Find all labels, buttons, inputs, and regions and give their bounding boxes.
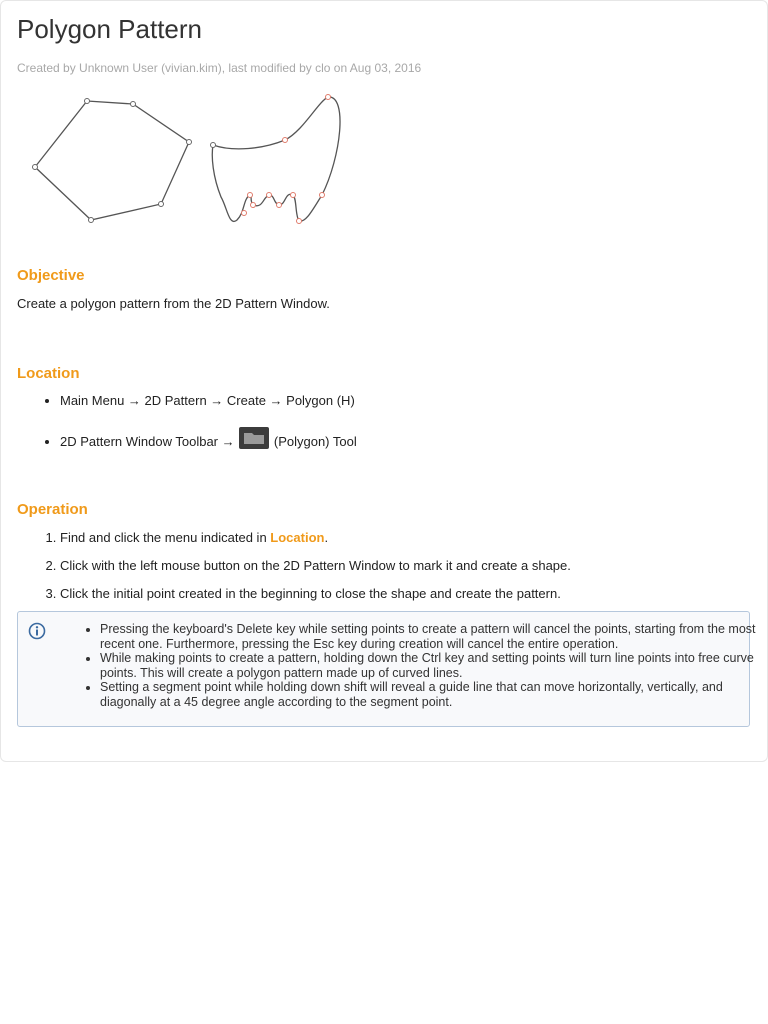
info-panel: [17, 611, 756, 727]
location-tool-label: (Polygon) Tool: [273, 434, 357, 449]
info-circle-icon: [28, 622, 46, 640]
list-item: [60, 556, 571, 576]
straight-polygon-shape: [33, 99, 192, 223]
step-3-text: Click the initial point created in the beginning to close the shape and create the pattern.: [60, 586, 561, 601]
polygon-pattern-illustration: [23, 87, 363, 237]
location-list: [17, 391, 357, 452]
curved-polygon-shape: [211, 95, 341, 224]
list-item: • Pressing the keyboard's Delete key while setting points to create a pattern will cancel the points, starting from the most recent one. Furthermore, pressing the Esc key during creation will cancel the entire operation.: [100, 622, 768, 651]
operation-heading: Operation: [17, 501, 88, 518]
location-toolbar-path: 2D Pattern Window Toolbar →: [60, 434, 235, 449]
list-item: [60, 584, 571, 604]
list-item: [60, 391, 357, 411]
step-1-text: Find and click the menu indicated in: [60, 530, 271, 545]
list-item: [60, 427, 357, 452]
list-item: • While making points to create a pattern, holding down the Ctrl key and setting points will turn line points into free curve points. This will create a polygon pattern made up of curved lines.: [100, 651, 768, 680]
objective-heading: Objective: [17, 267, 85, 284]
page-metadata: Created by Unknown User (vivian.kim), last modified by clo on Aug 03, 2016: [17, 61, 422, 75]
objective-text: Create a polygon pattern from the 2D Pattern Window.: [17, 296, 330, 311]
info-list: [74, 622, 768, 709]
step-2-text: Click with the left mouse button on the 2D Pattern Window to mark it and create a shape.: [60, 558, 571, 573]
page-title: Polygon Pattern: [17, 14, 203, 44]
location-menu-path: Main Menu → 2D Pattern → Create → Polygon (H): [60, 393, 355, 408]
location-link[interactable]: Location: [270, 530, 325, 545]
list-item: [60, 528, 571, 548]
operation-steps: [17, 528, 571, 612]
list-item: • Setting a segment point while holding down shift will reveal a guide line that can move horizontally, vertically, and diagonally at a 45 degree angle according to the segment point.: [100, 680, 768, 709]
location-heading: Location: [17, 365, 80, 382]
step-1-end: .: [324, 530, 329, 545]
polygon-tool-icon: [239, 427, 269, 449]
